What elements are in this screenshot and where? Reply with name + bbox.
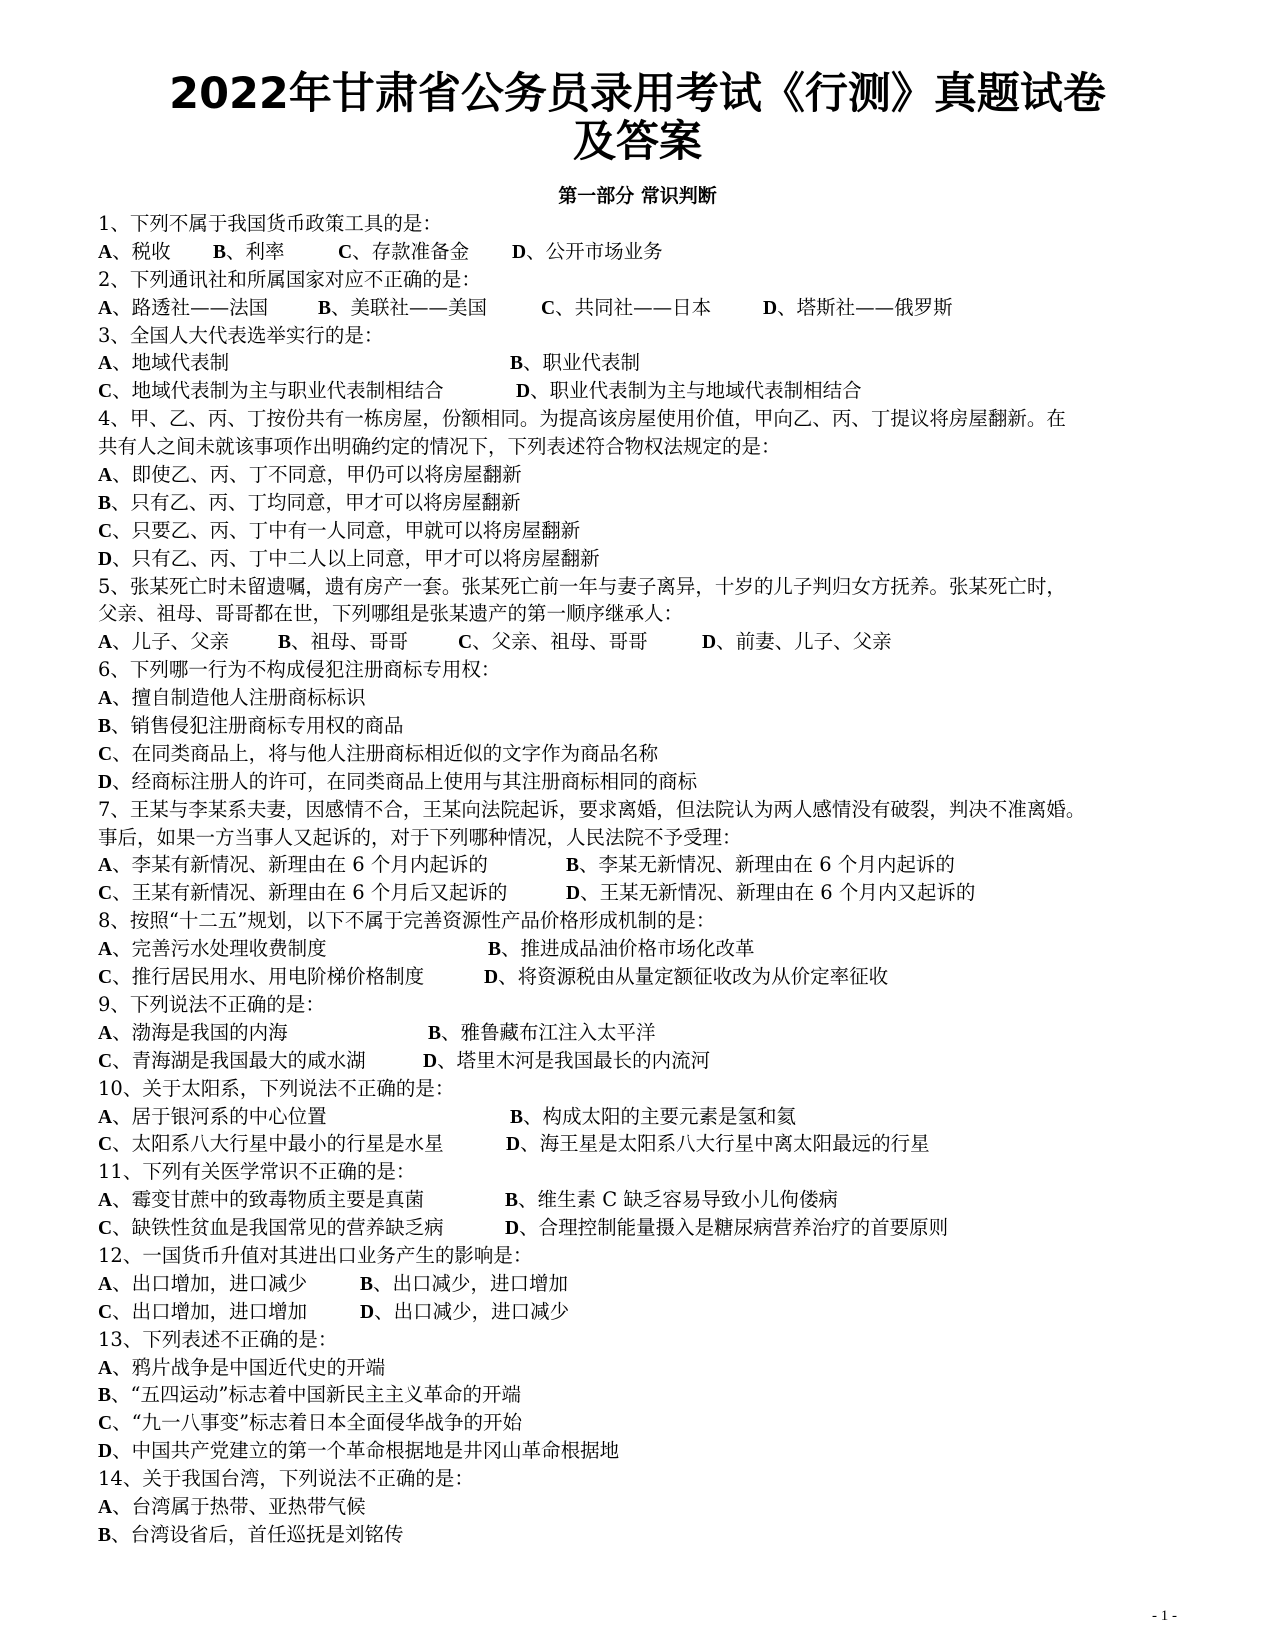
option-letter: B	[510, 1106, 524, 1128]
option-d	[505, 1214, 948, 1243]
option-text: 、职业代表制为主与地域代表制相结合	[530, 379, 862, 403]
option-letter: A	[98, 1273, 113, 1295]
option-b	[98, 712, 404, 741]
option-b	[98, 489, 521, 518]
option-b	[318, 294, 487, 323]
option-text: 、共同社——日本	[555, 295, 712, 319]
option-d	[566, 879, 975, 908]
question-stem: 1、下列不属于我国货币政策工具的是：	[98, 212, 442, 235]
option-text: 、台湾设省后，首任巡抚是刘铭传	[111, 1522, 404, 1546]
option-text: 、鸦片战争是中国近代史的开端	[112, 1355, 386, 1379]
option-c	[98, 517, 580, 546]
option-letter: B	[505, 1190, 519, 1212]
question-item	[98, 991, 1178, 1075]
title-line-2: 及答案	[573, 117, 702, 167]
question-stem: 9、下列说法不正确的是：	[98, 992, 325, 1016]
option-d	[763, 294, 953, 323]
question-list	[98, 210, 1178, 1549]
option-text: 、合理控制能量摄入是糖尿病营养治疗的首要原则	[519, 1216, 949, 1240]
options-row	[98, 963, 1178, 991]
option-text: 、王某有新情况、新理由在 6 个月后又起诉的	[112, 881, 508, 905]
question-item	[98, 656, 1178, 795]
options-row	[98, 1186, 1178, 1214]
option-a	[98, 935, 327, 964]
option-b	[278, 628, 408, 657]
option-a	[98, 628, 229, 657]
option-letter: A	[98, 1496, 113, 1518]
options-row	[98, 1409, 1178, 1437]
options-row	[98, 349, 1178, 377]
option-letter: C	[98, 743, 113, 765]
option-a	[98, 1103, 327, 1132]
option-text: 、“五四运动”标志着中国新民主主义革命的开端	[111, 1383, 521, 1407]
option-letter: A	[98, 1190, 113, 1212]
options-row	[98, 1214, 1178, 1242]
option-text: 、海王星是太阳系八大行星中离太阳最远的行星	[520, 1132, 930, 1156]
option-text: 、维生素 C 缺乏容易导致小儿佝偻病	[518, 1188, 838, 1212]
option-text: 、李某有新情况、新理由在 6 个月内起诉的	[112, 853, 488, 877]
option-b	[505, 1186, 838, 1215]
option-letter: D	[423, 1050, 438, 1072]
option-d	[512, 238, 663, 267]
option-letter: A	[98, 297, 113, 319]
option-letter: C	[98, 1218, 113, 1240]
options-row	[98, 1354, 1178, 1382]
option-letter: C	[541, 297, 556, 319]
question-stem: 14、关于我国台湾，下列说法不正确的是：	[98, 1467, 474, 1491]
option-a	[98, 294, 268, 323]
option-d	[360, 1298, 569, 1327]
option-letter: B	[278, 632, 292, 654]
option-letter: D	[702, 632, 717, 654]
option-text: 、只有乙、丙、丁均同意，甲才可以将房屋翻新	[111, 490, 521, 514]
option-text: 、利率	[226, 239, 285, 263]
question-stem: 4、甲、乙、丙、丁按份共有一栋房屋，份额相同。为提高该房屋使用价值，甲向乙、丙、丁提议将房屋翻新。在	[98, 407, 1066, 431]
option-b	[98, 1381, 521, 1410]
question-item	[98, 266, 1178, 322]
option-text: 、出口增加，进口增加	[112, 1299, 308, 1323]
option-b	[566, 851, 955, 880]
option-letter: A	[98, 353, 113, 375]
option-a	[98, 238, 171, 267]
options-row	[98, 628, 1178, 656]
option-b	[213, 238, 285, 267]
options-row	[98, 1381, 1178, 1409]
option-text: 、霉变甘蔗中的致毒物质主要是真菌	[112, 1188, 425, 1212]
options-row	[98, 294, 1178, 322]
option-letter: D	[484, 967, 499, 989]
option-text: 、只有乙、丙、丁中二人以上同意，甲才可以将房屋翻新	[112, 546, 600, 570]
question-stem: 13、下列表述不正确的是：	[98, 1327, 338, 1351]
question-item	[98, 322, 1178, 406]
option-letter: D	[763, 297, 778, 319]
option-d	[98, 1437, 619, 1466]
option-b	[510, 1103, 796, 1132]
option-text: 、出口增加，进口减少	[112, 1271, 308, 1295]
option-letter: C	[338, 241, 353, 263]
option-text: 、出口减少，进口增加	[373, 1271, 569, 1295]
option-text: 、职业代表制	[523, 351, 641, 375]
option-letter: C	[98, 1301, 113, 1323]
option-text: 、前妻、儿子、父亲	[716, 630, 892, 654]
section-heading: 第一部分 常识判断	[558, 185, 717, 207]
options-row	[98, 684, 1178, 712]
question-stem: 10、关于太阳系，下列说法不正确的是：	[98, 1076, 455, 1100]
options-row	[98, 517, 1178, 545]
question-stem: 11、下列有关医学常识不正确的是：	[98, 1160, 416, 1184]
option-letter: C	[98, 1050, 113, 1072]
option-text: 、擅自制造他人注册商标标识	[112, 686, 366, 710]
option-letter: A	[98, 241, 113, 263]
page-number: - 1 -	[1152, 1608, 1177, 1624]
option-letter: B	[98, 716, 112, 738]
option-letter: C	[98, 520, 113, 542]
option-c	[338, 238, 469, 267]
option-letter: B	[510, 353, 524, 375]
option-c	[458, 628, 648, 657]
option-text: 、经商标注册人的许可，在同类商品上使用与其注册商标相同的商标	[112, 769, 698, 793]
option-letter: B	[213, 241, 227, 263]
option-text: 、公开市场业务	[526, 239, 663, 263]
option-letter: C	[98, 883, 113, 905]
option-c	[98, 1047, 366, 1076]
question-stem: 6、下列哪一行为不构成侵犯注册商标专用权：	[98, 658, 501, 682]
option-text: 、地域代表制为主与职业代表制相结合	[112, 379, 444, 403]
option-d	[516, 377, 862, 406]
option-text: 、祖母、哥哥	[291, 630, 409, 654]
question-item	[98, 405, 1178, 572]
option-a	[98, 1019, 288, 1048]
options-row	[98, 740, 1178, 768]
option-d	[702, 628, 892, 657]
option-letter: A	[98, 855, 113, 877]
option-letter: D	[505, 1218, 520, 1240]
option-c	[541, 294, 711, 323]
option-letter: D	[506, 1134, 521, 1156]
options-row	[98, 238, 1178, 266]
option-letter: B	[488, 939, 502, 961]
option-b	[428, 1019, 656, 1048]
option-text: 、“九一八事变”标志着日本全面侵华战争的开始	[112, 1411, 523, 1435]
option-c	[98, 1130, 444, 1159]
option-b	[360, 1270, 568, 1299]
option-text: 、税收	[112, 239, 171, 263]
option-letter: B	[428, 1022, 442, 1044]
option-text: 、即使乙、丙、丁不同意，甲仍可以将房屋翻新	[112, 463, 522, 487]
title-line-1: 2022年甘肃省公务员录用考试《行测》真题试卷	[169, 69, 1106, 119]
options-row	[98, 489, 1178, 517]
question-stem: 共有人之间未就该事项作出明确约定的情况下，下列表述符合物权法规定的是：	[98, 435, 781, 459]
option-letter: A	[98, 1357, 113, 1379]
option-d	[98, 768, 697, 797]
option-c	[98, 1214, 444, 1243]
option-letter: A	[98, 939, 113, 961]
option-text: 、中国共产党建立的第一个革命根据地是井冈山革命根据地	[112, 1439, 620, 1463]
option-text: 、李某无新情况、新理由在 6 个月内起诉的	[579, 853, 955, 877]
question-item	[98, 1326, 1178, 1465]
option-letter: D	[360, 1301, 375, 1323]
options-row	[98, 377, 1178, 405]
document-title	[0, 70, 1275, 166]
option-letter: A	[98, 1022, 113, 1044]
options-row	[98, 1130, 1178, 1158]
option-letter: C	[98, 381, 113, 403]
option-text: 、居于银河系的中心位置	[112, 1104, 327, 1128]
option-text: 、塔斯社——俄罗斯	[777, 295, 953, 319]
question-item	[98, 1242, 1178, 1326]
question-stem: 5、张某死亡时未留遗嘱，遗有房产一套。张某死亡前一年与妻子离异，十岁的儿子判归女方抚养。张某死亡时，	[98, 574, 1066, 598]
question-stem: 12、一国货币升值对其进出口业务产生的影响是：	[98, 1243, 533, 1267]
option-c	[98, 963, 424, 992]
option-letter: C	[98, 967, 113, 989]
question-item	[98, 907, 1178, 991]
option-text: 、太阳系八大行星中最小的行星是水星	[112, 1132, 444, 1156]
option-a	[98, 349, 229, 378]
option-letter: A	[98, 688, 113, 710]
option-a	[98, 851, 488, 880]
option-letter: D	[98, 771, 113, 793]
option-text: 、王某无新情况、新理由在 6 个月内又起诉的	[580, 881, 976, 905]
option-text: 、将资源税由从量定额征收改为从价定率征收	[498, 965, 889, 989]
option-c	[98, 740, 658, 769]
option-text: 、销售侵犯注册商标专用权的商品	[111, 714, 404, 738]
option-text: 、地域代表制	[112, 351, 230, 375]
options-row	[98, 712, 1178, 740]
options-row	[98, 851, 1178, 879]
option-a	[98, 1493, 366, 1522]
option-c	[98, 1298, 307, 1327]
option-text: 、只要乙、丙、丁中有一人同意，甲就可以将房屋翻新	[112, 518, 581, 542]
option-letter: C	[458, 632, 473, 654]
options-row	[98, 935, 1178, 963]
option-letter: D	[516, 381, 531, 403]
option-text: 、塔里木河是我国最长的内流河	[437, 1048, 711, 1072]
options-row	[98, 545, 1178, 573]
option-text: 、青海湖是我国最大的咸水湖	[112, 1048, 366, 1072]
option-a	[98, 684, 366, 713]
option-text: 、缺铁性贫血是我国常见的营养缺乏病	[112, 1216, 444, 1240]
option-text: 、构成太阳的主要元素是氢和氦	[523, 1104, 797, 1128]
option-text: 、渤海是我国的内海	[112, 1020, 288, 1044]
option-text: 、推进成品油价格市场化改革	[501, 937, 755, 961]
question-stem: 2、下列通讯社和所属国家对应不正确的是：	[98, 267, 481, 291]
option-letter: B	[318, 297, 332, 319]
options-row	[98, 1521, 1178, 1549]
option-letter: D	[98, 1441, 113, 1463]
option-letter: C	[98, 1134, 113, 1156]
option-text: 、父亲、祖母、哥哥	[472, 630, 648, 654]
question-stem: 父亲、祖母、哥哥都在世，下列哪组是张某遗产的第一顺序继承人：	[98, 602, 684, 626]
option-d	[506, 1130, 930, 1159]
question-item	[98, 573, 1178, 657]
option-a	[98, 1186, 424, 1215]
options-row	[98, 1493, 1178, 1521]
option-c	[98, 879, 507, 908]
option-d	[423, 1047, 710, 1076]
option-c	[98, 1409, 522, 1438]
options-row	[98, 1437, 1178, 1465]
question-stem: 3、全国人大代表选举实行的是：	[98, 323, 384, 347]
option-letter: B	[98, 1524, 112, 1546]
option-text: 、完善污水处理收费制度	[112, 937, 327, 961]
options-row	[98, 1103, 1178, 1131]
option-text: 、出口减少，进口减少	[374, 1299, 570, 1323]
option-text: 、在同类商品上，将与他人注册商标相近似的文字作为商品名称	[112, 741, 659, 765]
option-letter: B	[98, 492, 112, 514]
question-stem: 8、按照“十二五”规划，以下不属于完善资源性产品价格形成机制的是：	[98, 909, 716, 933]
options-row	[98, 1270, 1178, 1298]
options-row	[98, 1019, 1178, 1047]
option-text: 、儿子、父亲	[112, 630, 230, 654]
question-item	[98, 210, 1178, 266]
option-letter: B	[98, 1385, 112, 1407]
option-b	[488, 935, 755, 964]
option-letter: A	[98, 1106, 113, 1128]
option-letter: B	[360, 1273, 374, 1295]
option-text: 、存款准备金	[352, 239, 470, 263]
option-b	[510, 349, 640, 378]
question-item	[98, 1075, 1178, 1159]
option-text: 、雅鲁藏布江注入太平洋	[441, 1020, 656, 1044]
options-row	[98, 879, 1178, 907]
option-a	[98, 1354, 385, 1383]
question-item	[98, 1465, 1178, 1549]
option-letter: A	[98, 465, 113, 487]
option-a	[98, 461, 522, 490]
option-text: 、美联社——美国	[331, 295, 488, 319]
option-d	[484, 963, 888, 992]
options-row	[98, 768, 1178, 796]
option-text: 、台湾属于热带、亚热带气候	[112, 1494, 366, 1518]
option-text: 、推行居民用水、用电阶梯价格制度	[112, 965, 425, 989]
option-letter: B	[566, 855, 580, 877]
option-letter: D	[566, 883, 581, 905]
option-b	[98, 1521, 404, 1550]
options-row	[98, 1047, 1178, 1075]
option-letter: C	[98, 1413, 113, 1435]
option-letter: A	[98, 632, 113, 654]
option-letter: D	[98, 548, 113, 570]
options-row	[98, 1298, 1178, 1326]
question-stem: 7、王某与李某系夫妻，因感情不合，王某向法院起诉，要求离婚，但法院认为两人感情没有破裂，判决不准离婚。	[98, 797, 1086, 821]
question-item	[98, 1158, 1178, 1242]
option-letter: D	[512, 241, 527, 263]
option-a	[98, 1270, 307, 1299]
question-item	[98, 796, 1178, 908]
option-c	[98, 377, 444, 406]
option-text: 、路透社——法国	[112, 295, 269, 319]
option-d	[98, 545, 600, 574]
question-stem: 事后，如果一方当事人又起诉的，对于下列哪种情况，人民法院不予受理：	[98, 825, 742, 849]
options-row	[98, 461, 1178, 489]
